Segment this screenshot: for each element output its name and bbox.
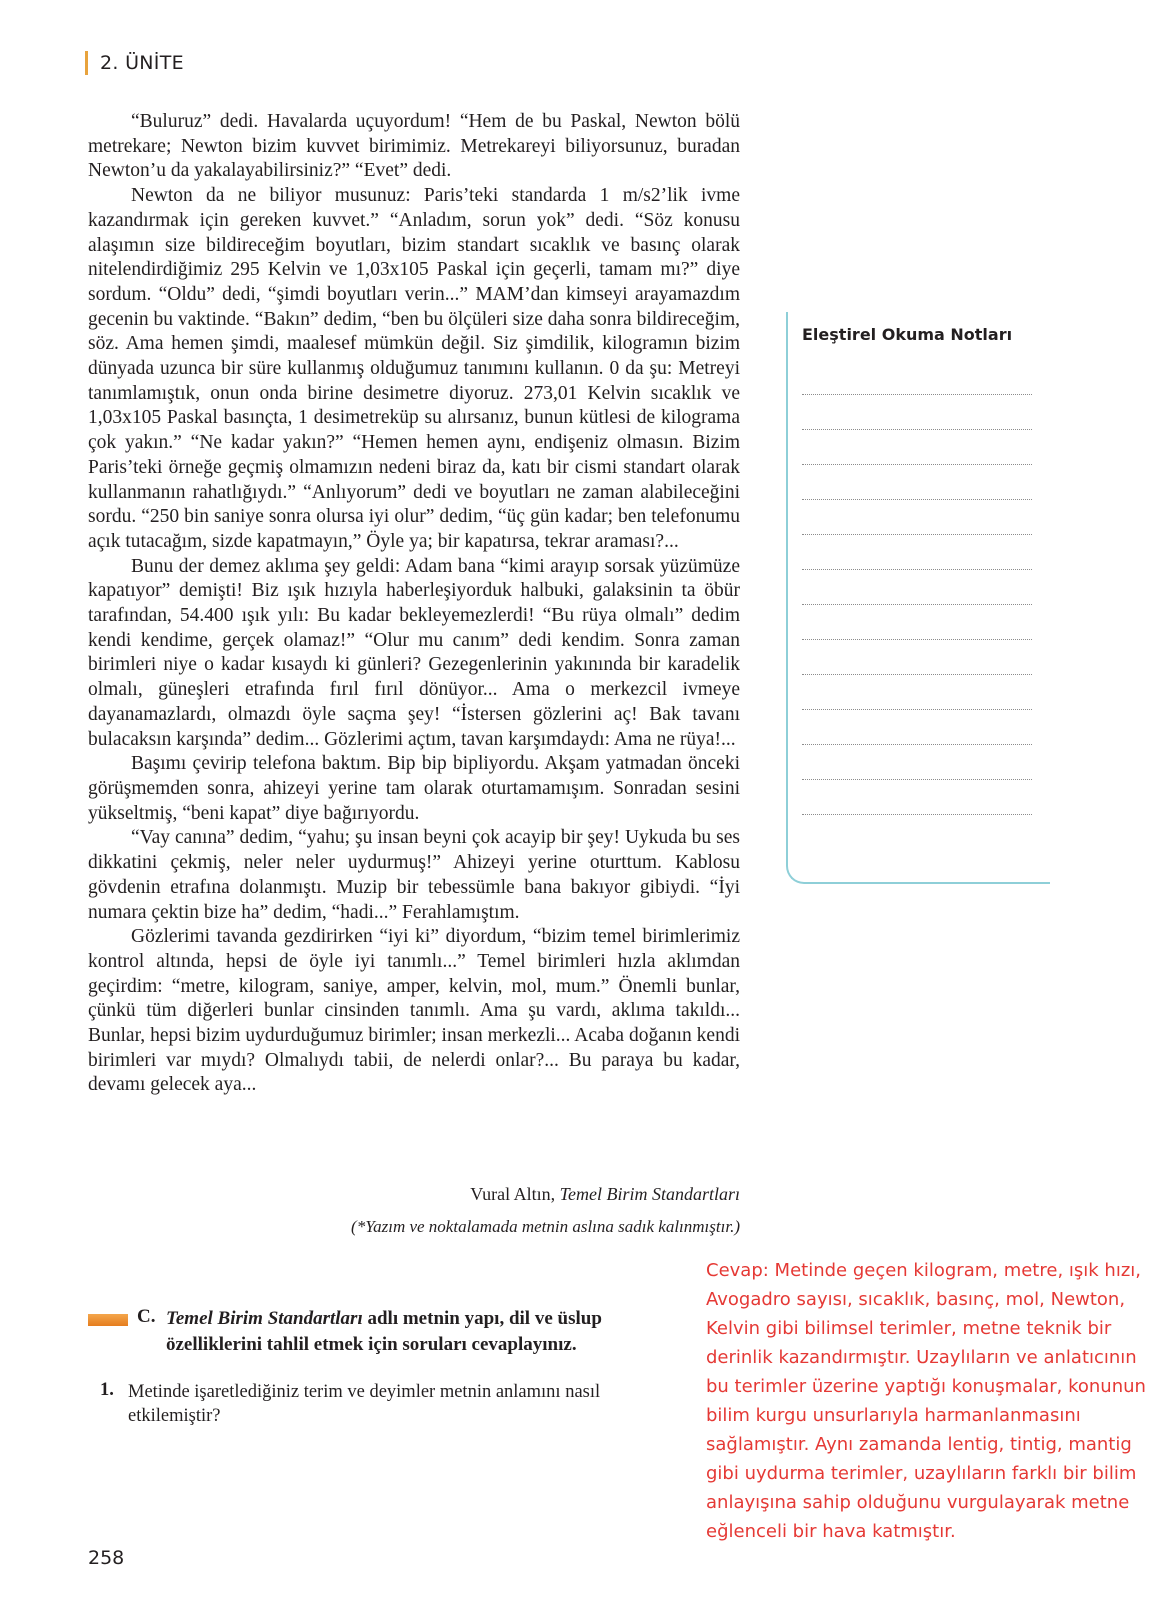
section-accent-bar	[88, 1314, 128, 1326]
critical-reading-notes-title: Eleştirel Okuma Notları	[802, 325, 1013, 344]
notes-writing-line	[802, 604, 1032, 605]
section-work-title: Temel Birim Standartları	[166, 1308, 363, 1329]
notes-writing-line	[802, 709, 1032, 710]
header-accent-bar	[85, 51, 88, 75]
paragraph: Bunu der demez aklıma şey geldi: Adam bana “kimi arayıp sorsak yüzümüze kapatıyor” demişti! Biz ışık hızıyla haberleşiyorduk halbuki, galaksinin ta öbür tarafından, 54.400 ışık yılı: Bu kadar bekleyemezlerdi! “Bu rüya olmalı” dedim kendi kendime, gerçek olamaz!” “Olur mu canım” dedi kendim. Sonra zaman birimleri niye o kadar kısaydı ki günleri? Gezegenlerinin yakınında bir karadelik olmalı, güneşleri etrafında fırıl fırıl dönüyor... Ama o merkezcil ivmeye dayanamazlardı, olmazdı öyle saçma şey! “İstersen gözlerini aç! Bak tavanı bulacaksın karşında” dedim... Gözlerimi açtım, tavan karşımdaydı: Ama ne rüya!...	[88, 555, 740, 750]
paragraph: “Vay canına” dedim, “yahu; şu insan beyni çok acayip bir şey! Uykuda bu ses dikkatini çekmiş, neler neler uydurmuş!” Ahizeyi yerine oturttum. Kablosu gövdenin etrafına dolanmıştı. Muzip bir tebessümle bana bakıyor gibiydi. “İyi numara çektin bize ha” dedim, “hadi...” Ferahlamıştım.	[88, 827, 740, 923]
unit-header	[85, 50, 184, 76]
unit-title: 2. ÜNİTE	[100, 52, 184, 74]
paragraph: Gözlerimi tavanda gezdirirken “iyi ki” diyordum, “bizim temel birimlerimiz kontrol altında, hepsi de öyle iyi tanımlı...” Temel birimleri hızla aklımdan geçirdim: “metre, kilogram, saniye, amper, kelvin, mol, mum.” Önemli bunlar, çünkü tüm diğerleri bunlar cinsinden tanımlı. Ama şu vardı, aklıma takıldı... Bunlar, hepsi bizim uydurduğumuz birimler; insan merkezli... Acaba doğanın kendi birimleri var mıydı? Olmalıydı tabii, de nelerdi onlar?... Bu paraya bu kadar, devamı gelecek aya...	[88, 926, 740, 1096]
question-number: 1.	[100, 1380, 114, 1400]
author-name: Vural Altın,	[470, 1184, 556, 1204]
section-instruction	[166, 1306, 666, 1358]
notes-writing-line	[802, 569, 1032, 570]
page-number: 258	[88, 1547, 125, 1569]
section-letter: C.	[137, 1306, 156, 1327]
notes-writing-line	[802, 639, 1032, 640]
work-title: Temel Birim Standartları	[559, 1184, 740, 1204]
notes-writing-line	[802, 534, 1032, 535]
notes-writing-line	[802, 744, 1032, 745]
paragraph: Başımı çevirip telefona baktım. Bip bip bipliyordu. Akşam yatmadan önceki görüşmemden sonra, ahizeyi yerine tam olarak oturtamamışım. Sonradan sesini yükseltmiş, “beni kapat” diye bağırıyordu.	[88, 753, 740, 824]
notes-writing-line	[802, 499, 1032, 500]
notes-writing-line	[802, 814, 1032, 815]
paragraph: “Buluruz” dedi. Havalarda uçuyordum! “Hem de bu Paskal, Newton bölü metrekare; Newton bizim kuvvet birimimiz. Metrekareyi biliyorsunuz, buradan Newton’u da yakalayabilirsiniz?” “Evet” dedi.	[88, 111, 740, 182]
critical-reading-notes-box	[786, 312, 1050, 884]
section-instruction-text: adlı metnin yapı, dil ve üslup özelliklerini tahlil etmek için soruları cevaplayınız.	[166, 1308, 602, 1355]
source-attribution	[470, 1184, 740, 1205]
notes-writing-line	[802, 779, 1032, 780]
question-text: Metinde işaretlediğiniz terim ve deyimler metnin anlamını nasıl etkilemiştir?	[128, 1382, 601, 1426]
notes-writing-line	[802, 674, 1032, 675]
spelling-note: (*Yazım ve noktalamada metnin aslına sadık kalınmıştır.)	[351, 1217, 740, 1236]
handwritten-answer: Cevap: Metinde geçen kilogram, metre, ışık hızı, Avogadro sayısı, sıcaklık, basınç, mol, Newton, Kelvin gibi bilimsel terimler, metne teknik bir derinlik kazandırmıştır. Uzaylıların ve anlatıcının bu terimler üzerine yaptığı konuşmalar, konunun bilim kurgu unsurlarıyla harmanlanmasını sağlamıştır. Aynı zamanda lentig, tintig, mantig gibi uydurma terimler, uzaylıların farklı bir bilim anlayışına sahip olduğunu vurgulayarak metne eğlenceli bir hava katmıştır.	[706, 1260, 1146, 1542]
story-passage	[88, 110, 740, 1098]
paragraph: Newton da ne biliyor musunuz: Paris’teki standarda 1 m/s2’lik ivme kazandırmak için gereken kuvvet.” “Anladım, sorun yok” dedi. “Söz konusu alaşımın size bildireceğim boyutları, bizim standart sıcaklık ve basınç olarak nitelendirdiğimiz 295 Kelvin ve 1,03x105 Paskal için geçerli, tamam mı?” diye sordum. “Oldu” dedi, “şimdi boyutları verin...” MAM’dan kimseyi arayamazdım gecenin bu vaktinde. “Bakın” dedim, “ben bu ölçüleri size daha sonra bildireceğim, söz. Ama hemen şimdi, maalesef mümkün değil. Siz şimdilik, kilogramın bizim dünyada uzunca bir süre kullanmış olduğumuz tanımını kullanın. 0 da şu: Metreyi tanımlamıştık, onun onda birine desimetre diyoruz. 273,01 Kelvin sıcaklık ve 1,03x105 Paskal basınçta, 1 desimetreküp su alırsanız, bunun kütlesi de kilograma çok yakın.” “Ne kadar yakın?” “Hemen hemen aynı, endişeniz olmasın. Bizim Paris’teki örneğe geçmiş olmamızın nedeni biraz da, katı bir cismi standart olarak kullanmanın rahatlığıydı.” “Anlıyorum” dedi ve boyutları ne zaman alabileceğini sordu. “250 bin saniye sonra olursa iyi olur” dedim, “üç gün kadar; ben telefonumu açık tutacağım, sizde kapatmayın,” Öyle ya; bir kapatırsa, tekrar araması?...	[88, 185, 740, 552]
notes-writing-line	[802, 429, 1032, 430]
notes-writing-line	[802, 464, 1032, 465]
notes-writing-line	[802, 394, 1032, 395]
